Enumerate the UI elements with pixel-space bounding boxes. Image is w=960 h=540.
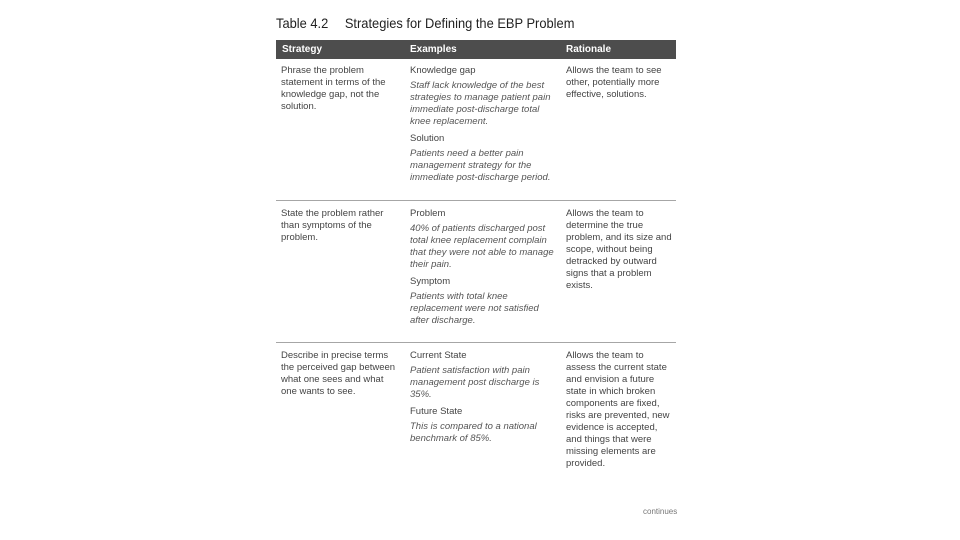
examples-cell xyxy=(410,65,560,189)
rationale-cell: Allows the team to determine the true problem, and its size and scope, without being detracked by outward signs that a problem exists. xyxy=(566,208,672,291)
header-rationale: Rationale xyxy=(566,44,612,55)
example-text: Patient satisfaction with pain management post discharge is 35%. xyxy=(410,365,540,400)
header-strategy: Strategy xyxy=(282,44,323,55)
strategy-cell: Phrase the problem statement in terms of the knowledge gap, not the solution. xyxy=(281,65,386,112)
table-header xyxy=(276,40,676,59)
rationale-cell: Allows the team to see other, potentially more effective, solutions. xyxy=(566,65,662,100)
continues-note: continues xyxy=(643,507,678,516)
table-row xyxy=(276,59,676,201)
example-label: Solution xyxy=(410,133,445,144)
table-title: Strategies for Defining the EBP Problem xyxy=(344,15,575,31)
examples-cell xyxy=(410,350,560,450)
strategy-cell: Describe in precise terms the perceived gap between what one sees and what one wants to see. xyxy=(281,350,396,397)
example-text: Staff lack knowledge of the best strategies to manage patient pain immediate post-discharge total knee replacement. xyxy=(410,80,551,127)
example-text: This is compared to a national benchmark of 85%. xyxy=(410,421,537,444)
example-text: 40% of patients discharged post total knee replacement complain that they were not able to manage their pain. xyxy=(410,223,554,270)
rationale-cell: Allows the team to assess the current state and envision a future state in which broken components are fixed, risks are prevented, new evidence is accepted, and things that were missing elements are provided. xyxy=(566,350,670,469)
table-number: Table 4.2 xyxy=(276,15,329,31)
strategy-cell: State the problem rather than symptoms of the problem. xyxy=(281,208,384,243)
table-row xyxy=(276,201,676,343)
example-label: Symptom xyxy=(410,276,451,287)
example-label: Future State xyxy=(410,406,463,417)
header-examples: Examples xyxy=(410,44,457,55)
table-row xyxy=(276,343,676,477)
example-text: Patients with total knee replacement were not satisfied after discharge. xyxy=(410,291,539,326)
example-label: Knowledge gap xyxy=(410,65,476,76)
example-text: Patients need a better pain management strategy for the immediate post-discharge period. xyxy=(410,148,551,183)
examples-cell xyxy=(410,208,560,332)
strategies-table xyxy=(276,40,676,477)
example-label: Current State xyxy=(410,350,467,361)
table-caption xyxy=(276,15,574,31)
example-label: Problem xyxy=(410,208,446,219)
